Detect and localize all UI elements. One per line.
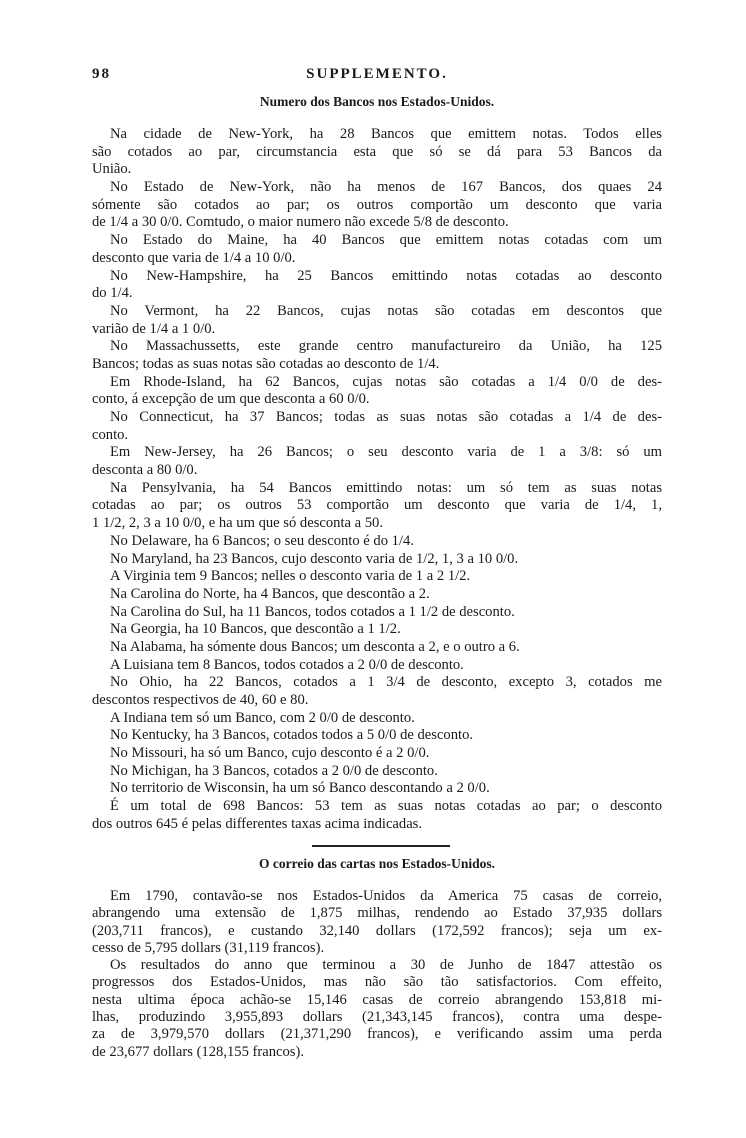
text-line: Na Carolina do Sul, ha 11 Bancos, todos cotados a 1 1/2 de desconto. — [110, 603, 515, 620]
text-line: No Missouri, ha só um Banco, cujo desconto é a 2 0/0. — [110, 745, 430, 762]
text-line: Na Alabama, ha sómente dous Bancos; um desconta a 2, e o outro a 6. — [110, 638, 520, 655]
text-line: No Estado de New-York, não ha menos de 167 Bancos, dos quaes 24 — [110, 179, 662, 196]
paragraph — [92, 674, 662, 709]
text-line: progressos dos Estados-Unidos, mas não são tão satisfactorios. Com effeito, — [92, 974, 662, 991]
text-line: cesso de 5,795 dollars (31,119 francos). — [92, 939, 325, 956]
text-line: Em New-Jersey, ha 26 Bancos; o seu desconto varia de 1 a 3/8: só um — [110, 444, 662, 461]
text-line: A Virginia tem 9 Bancos; nelles o desconto varia de 1 a 2 1/2. — [110, 568, 471, 585]
text-line: desconta a 80 0/0. — [92, 462, 198, 479]
text-line: abrangendo uma extensão de 1,875 milhas, rendendo ao Estado 37,935 dollars — [92, 905, 662, 922]
text-line: 1 1/2, 2, 3 a 10 0/0, e ha um que só desconta a 50. — [92, 515, 384, 532]
text-line: de 1/4 a 30 0/0. Comtudo, o maior numero não excede 5/8 de desconto. — [92, 214, 509, 231]
section-post-body — [92, 888, 662, 1061]
text-line: No Delaware, ha 6 Bancos; o seu desconto é do 1/4. — [110, 532, 414, 549]
text-line: Na cidade de New-York, ha 28 Bancos que emittem notas. Todos elles — [110, 126, 662, 142]
paragraph — [92, 745, 662, 763]
text-line: A Indiana tem só um Banco, com 2 0/0 de desconto. — [110, 709, 415, 726]
paragraph — [92, 710, 662, 728]
paragraph — [92, 268, 662, 303]
text-line: Na Georgia, ha 10 Bancos, que descontão a 1 1/2. — [110, 621, 401, 638]
section-banks-body — [92, 126, 662, 834]
text-line: são cotados ao par, circumstancia esta que só se dá para 53 Bancos da — [92, 143, 662, 160]
paragraph — [92, 798, 662, 833]
text-line: Na Pensylvania, ha 54 Bancos emittindo notas: um só tem as suas notas — [110, 479, 662, 496]
text-line: Em Rhode-Island, ha 62 Bancos, cujas notas são cotadas a 1/4 0/0 de des- — [110, 373, 662, 390]
text-line: No New-Hampshire, ha 25 Bancos emittindo notas cotadas ao desconto — [110, 267, 662, 284]
text-line: No territorio de Wisconsin, ha um só Banco descontando a 2 0/0. — [110, 780, 490, 797]
paragraph — [92, 551, 662, 569]
paragraph — [92, 126, 662, 179]
paragraph — [92, 338, 662, 373]
text-line: A Luisiana tem 8 Bancos, todos cotados a 2 0/0 de desconto. — [110, 656, 464, 673]
paragraph — [92, 533, 662, 551]
paragraph — [92, 444, 662, 479]
text-line: No Estado do Maine, ha 40 Bancos que emittem notas cotadas com um — [110, 232, 662, 249]
section-title-banks: Numero dos Bancos nos Estados-Unidos. — [259, 94, 495, 109]
text-line: No Ohio, ha 22 Bancos, cotados a 1 3/4 de desconto, excepto 3, cotados me — [110, 674, 662, 691]
text-line: nesta ultima época achão-se 15,146 casas de correio abrangendo 153,818 mi- — [92, 991, 662, 1008]
section-title-post: O correio das cartas nos Estados-Unidos. — [258, 856, 495, 871]
text-line: No Kentucky, ha 3 Bancos, cotados todos a 5 0/0 de desconto. — [110, 727, 474, 744]
text-line: É um total de 698 Bancos: 53 tem as suas notas cotadas ao par; o desconto — [110, 798, 662, 815]
text-line: do 1/4. — [92, 285, 133, 302]
paragraph — [92, 303, 662, 338]
paragraph — [92, 179, 662, 232]
text-line: Os resultados do anno que terminou a 30 de Junho de 1847 attestão os — [110, 957, 662, 974]
page-number: 98 — [92, 66, 111, 82]
paragraph — [92, 586, 662, 604]
paragraph — [92, 727, 662, 745]
text-line: za de 3,979,570 dollars (21,371,290 francos), e verificando assim uma perda — [92, 1026, 662, 1043]
text-line: União. — [92, 161, 132, 178]
text-line: Na Carolina do Norte, ha 4 Bancos, que descontão a 2. — [110, 585, 430, 602]
text-line: Em 1790, contavão-se nos Estados-Unidos da America 75 casas de correio, — [110, 888, 662, 904]
paragraph — [92, 604, 662, 622]
paragraph — [92, 409, 662, 444]
paragraph — [92, 888, 662, 957]
paragraph — [92, 480, 662, 533]
text-line: dos outros 645 é pelas differentes taxas acima indicadas. — [92, 815, 423, 832]
paragraph — [92, 621, 662, 639]
text-line: lhas, produzindo 3,955,893 dollars (21,343,145 francos), contra uma despe- — [92, 1009, 662, 1026]
text-line: sómente são cotados ao par; os outros comportão um desconto que varia — [92, 196, 662, 213]
running-title: SUPPLEMENTO. — [306, 66, 448, 82]
paragraph — [92, 657, 662, 675]
paragraph — [92, 957, 662, 1061]
section-divider — [312, 845, 450, 847]
paragraph — [92, 568, 662, 586]
text-line: No Vermont, ha 22 Bancos, cujas notas são cotadas em descontos que — [110, 302, 662, 319]
text-line: conto, á excepção de um que desconta a 60 0/0. — [92, 391, 370, 408]
text-line: desconto que varia de 1/4 a 10 0/0. — [92, 249, 296, 266]
paragraph — [92, 639, 662, 657]
text-line: No Michigan, ha 3 Bancos, cotados a 2 0/0 de desconto. — [110, 762, 438, 779]
text-line: conto. — [92, 426, 129, 443]
text-line: Bancos; todas as suas notas são cotadas ao desconto de 1/4. — [92, 355, 440, 372]
text-line: No Connecticut, ha 37 Bancos; todas as suas notas são cotadas a 1/4 de des- — [110, 409, 662, 425]
paragraph — [92, 374, 662, 409]
text-line: varião de 1/4 a 1 0/0. — [92, 320, 216, 337]
text-line: No Massachussetts, este grande centro manufactureiro da União, ha 125 — [110, 338, 662, 355]
page-header — [92, 66, 662, 88]
paragraph — [92, 763, 662, 781]
paragraph — [92, 780, 662, 798]
paragraph — [92, 232, 662, 267]
text-line: No Maryland, ha 23 Bancos, cujo desconto varia de 1/2, 1, 3 a 10 0/0. — [110, 550, 519, 567]
text-line: de 23,677 dollars (128,155 francos). — [92, 1043, 304, 1060]
text-line: cotadas ao par; os outros 53 comportão um desconto que varia de 1/4, 1, — [92, 497, 662, 514]
text-line: descontos respectivos de 40, 60 e 80. — [92, 692, 309, 708]
text-line: (203,711 francos), e custando 32,140 dollars (172,592 francos); seja um ex- — [92, 922, 662, 939]
